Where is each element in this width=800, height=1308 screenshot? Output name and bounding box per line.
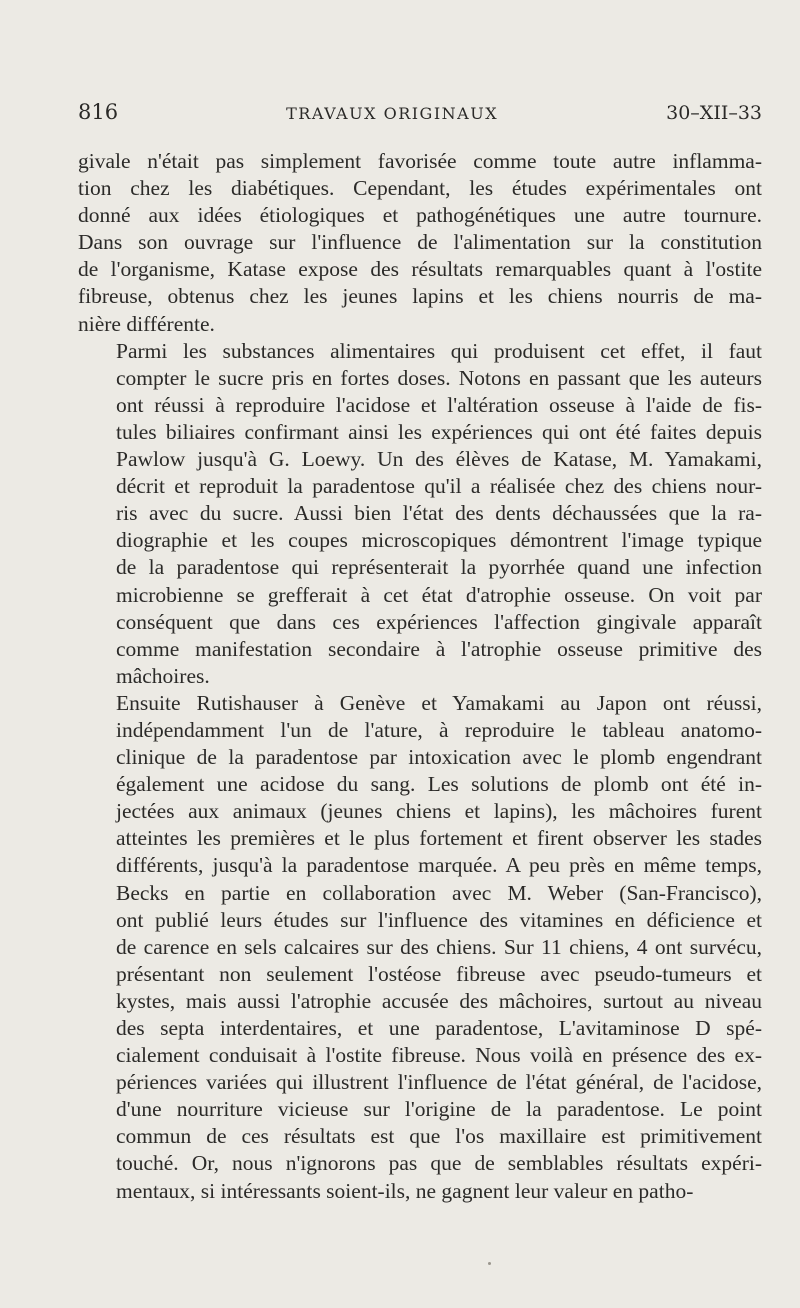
text-line: également une acidose du sang. Les solutions de plomb ont été in- bbox=[116, 772, 762, 797]
issue-date: 30–XII–33 bbox=[666, 102, 762, 124]
text-line: ris avec du sucre. Aussi bien l'état des dents déchaussées que la ra- bbox=[116, 501, 762, 526]
text-line: de la paradentose qui représenterait la pyorrhée quand une infection bbox=[116, 555, 762, 580]
text-line: mâchoires. bbox=[116, 663, 210, 688]
text-line: givale n'était pas simplement favorisée comme toute autre inflamma- bbox=[78, 149, 762, 173]
text-line: présentant non seulement l'ostéose fibreuse avec pseudo-tumeurs et bbox=[116, 961, 762, 986]
text-line: Parmi les substances alimentaires qui produisent cet effet, il faut bbox=[116, 338, 762, 363]
text-line: de l'organisme, Katase expose des résultats remarquables quant à l'ostite bbox=[78, 257, 762, 282]
text-line: Ensuite Rutishauser à Genève et Yamakami au Japon ont réussi, bbox=[116, 690, 762, 715]
text-line: touché. Or, nous n'ignorons pas que de semblables résultats expéri- bbox=[116, 1151, 762, 1176]
text-line: tion chez les diabétiques. Cependant, les études expérimentales ont bbox=[78, 176, 762, 201]
text-line: microbienne se grefferait à cet état d'atrophie osseuse. On voit par bbox=[116, 582, 762, 607]
text-line: des septa interdentaires, et une paradentose, L'avitaminose D spé- bbox=[116, 1016, 762, 1040]
text-line: atteintes les premières et le plus fortement et firent observer les stades bbox=[116, 826, 762, 851]
running-head-title: TRAVAUX ORIGINAUX bbox=[286, 104, 499, 123]
text-line: périences variées qui illustrent l'influence de l'état général, de l'acidose, bbox=[116, 1070, 762, 1095]
text-line: Pawlow jusqu'à G. Loewy. Un des élèves de Katase, M. Yamakami, bbox=[116, 447, 762, 472]
page-number: 816 bbox=[78, 100, 119, 124]
text-line: décrit et reproduit la paradentose qu'il a réalisée chez des chiens nour- bbox=[116, 474, 762, 499]
paragraph bbox=[78, 148, 762, 338]
text-line: ont publié leurs études sur l'influence des vitamines en déficience et bbox=[116, 907, 762, 932]
text-line: commun de ces résultats est que l'os maxillaire est primitivement bbox=[116, 1124, 762, 1149]
text-line: indépendamment l'un de l'ature, à reproduire le tableau anatomo- bbox=[116, 717, 762, 742]
text-line: kystes, mais aussi l'atrophie accusée des mâchoires, surtout au niveau bbox=[116, 988, 762, 1013]
text-line: de carence en sels calcaires sur des chiens. Sur 11 chiens, 4 ont survécu, bbox=[116, 934, 762, 959]
text-line: clinique de la paradentose par intoxication avec le plomb engendrant bbox=[116, 745, 762, 770]
text-line: nière différente. bbox=[78, 311, 215, 336]
text-line: donné aux idées étiologiques et pathogénétiques une autre tournure. bbox=[78, 203, 762, 228]
text-line: ont réussi à reproduire l'acidose et l'altération osseuse à l'aide de fis- bbox=[116, 392, 762, 417]
text-line: différents, jusqu'à la paradentose marquée. A peu près en même temps, bbox=[116, 853, 762, 878]
text-line: cialement conduisait à l'ostite fibreuse. Nous voilà en présence des ex- bbox=[116, 1043, 762, 1068]
page-speck bbox=[488, 1262, 491, 1265]
body-text bbox=[78, 148, 762, 1205]
text-line: mentaux, si intéressants soient-ils, ne gagnent leur valeur en patho- bbox=[116, 1178, 694, 1203]
text-line: Becks en partie en collaboration avec M. Weber (San-Francisco), bbox=[116, 880, 762, 905]
text-line: jectées aux animaux (jeunes chiens et lapins), les mâchoires furent bbox=[116, 799, 762, 824]
text-line: fibreuse, obtenus chez les jeunes lapins et les chiens nourris de ma- bbox=[78, 284, 762, 309]
text-line: comme manifestation secondaire à l'atrophie osseuse primitive des bbox=[116, 636, 762, 661]
text-line: d'une nourriture vicieuse sur l'origine de la paradentose. Le point bbox=[116, 1097, 762, 1122]
running-header bbox=[78, 100, 762, 136]
text-line: Dans son ouvrage sur l'influence de l'alimentation sur la constitution bbox=[78, 230, 762, 255]
paragraph bbox=[78, 690, 762, 1205]
paragraph bbox=[78, 338, 762, 690]
text-line: diographie et les coupes microscopiques démontrent l'image typique bbox=[116, 528, 762, 553]
text-line: tules biliaires confirmant ainsi les expériences qui ont été faites depuis bbox=[116, 419, 762, 444]
text-line: compter le sucre pris en fortes doses. Notons en passant que les auteurs bbox=[116, 365, 762, 390]
text-line: conséquent que dans ces expériences l'affection gingivale apparaît bbox=[116, 609, 762, 634]
